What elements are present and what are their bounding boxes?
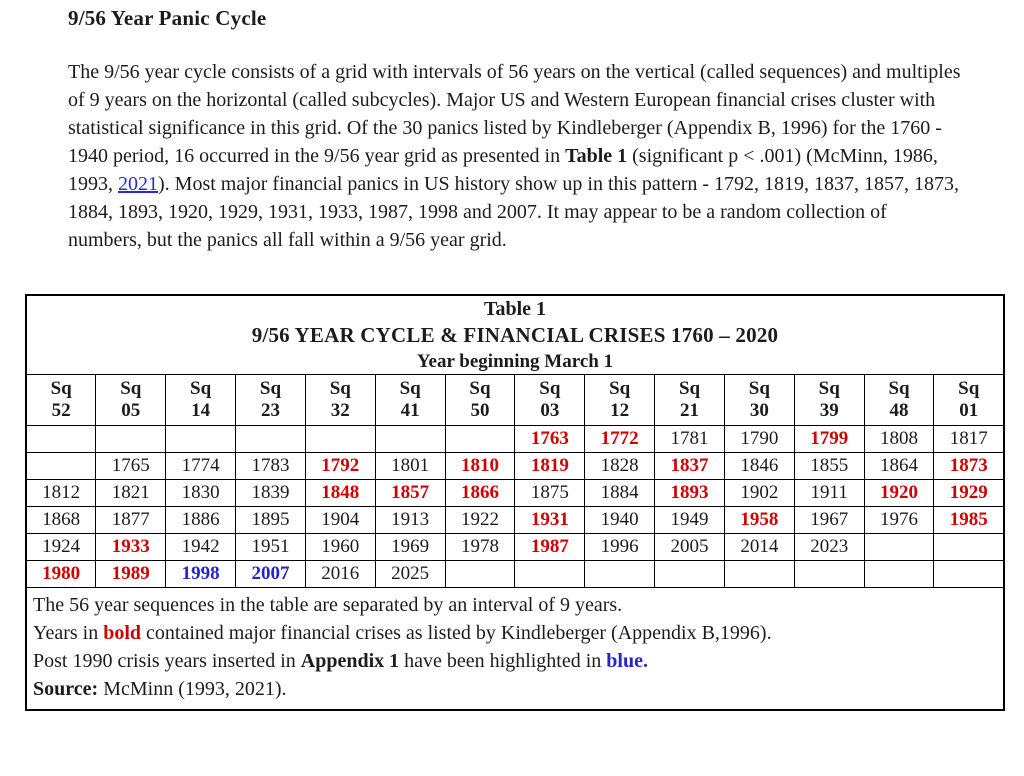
sq-label: Sq — [958, 378, 980, 399]
year-cell-1790: 1790 — [724, 426, 794, 453]
year-cell-1904: 1904 — [305, 507, 375, 534]
year-cell-1868: 1868 — [26, 507, 96, 534]
source-label: Source: — [33, 678, 99, 700]
year-cell-2023: 2023 — [794, 534, 864, 561]
year-row-5 — [26, 534, 1004, 561]
footnote-line-4 — [33, 675, 995, 703]
sq-number: 23 — [260, 400, 280, 421]
year-cell-1987: 1987 — [515, 534, 585, 561]
sq-label: Sq — [329, 378, 351, 399]
footnote-3-blue-word: blue. — [606, 650, 648, 672]
footnote-2-text-a: Years in — [33, 622, 104, 644]
empty-cell — [724, 561, 794, 588]
year-row-2 — [26, 453, 1004, 480]
year-cell-1978: 1978 — [445, 534, 515, 561]
appendix-1-reference: Appendix 1 — [300, 650, 400, 672]
year-cell-1837: 1837 — [655, 453, 725, 480]
year-cell-1958: 1958 — [724, 507, 794, 534]
empty-cell — [96, 426, 166, 453]
table-title-row — [26, 295, 1004, 375]
sq-label: Sq — [259, 378, 282, 399]
empty-cell — [236, 426, 306, 453]
empty-cell — [26, 426, 96, 453]
year-cell-1942: 1942 — [166, 534, 236, 561]
table-title-cell — [26, 295, 1004, 375]
year-cell-1920: 1920 — [864, 480, 934, 507]
year-cell-1976: 1976 — [864, 507, 934, 534]
footnote-2-bold-word: bold — [103, 622, 142, 644]
year-cell-1846: 1846 — [724, 453, 794, 480]
year-cell-2007: 2007 — [236, 561, 306, 588]
year-cell-1931: 1931 — [515, 507, 585, 534]
sq-number: 14 — [191, 400, 211, 421]
sq-number: 39 — [819, 400, 839, 421]
sq-number: 05 — [121, 400, 141, 421]
empty-cell — [445, 561, 515, 588]
year-cell-1821: 1821 — [96, 480, 166, 507]
empty-cell — [794, 561, 864, 588]
column-header-sq-12 — [585, 375, 655, 426]
year-row-6 — [26, 561, 1004, 588]
year-grid-body — [26, 426, 1004, 588]
sq-label: Sq — [190, 378, 212, 399]
table-1-container — [25, 294, 1005, 711]
year-cell-1895: 1895 — [236, 507, 306, 534]
empty-cell — [305, 426, 375, 453]
year-cell-2016: 2016 — [305, 561, 375, 588]
empty-cell — [375, 426, 445, 453]
column-header-sq-03 — [515, 375, 585, 426]
sq-number: 32 — [330, 400, 350, 421]
year-cell-1886: 1886 — [166, 507, 236, 534]
year-cell-1913: 1913 — [375, 507, 445, 534]
year-cell-1893: 1893 — [655, 480, 725, 507]
footnote-line-2 — [33, 619, 995, 647]
column-header-sq-48 — [864, 375, 934, 426]
year-cell-1772: 1772 — [585, 426, 655, 453]
year-cell-1985: 1985 — [934, 507, 1004, 534]
year-cell-1810: 1810 — [445, 453, 515, 480]
intro-text-run-2: (significant p < .001) (McMinn, 1986, 1993, — [68, 145, 938, 195]
footnote-2-text-b: contained major financial crises as listed by Kindleberger (Appendix B,1996). — [141, 622, 772, 644]
year-cell-1884: 1884 — [585, 480, 655, 507]
year-cell-1783: 1783 — [236, 453, 306, 480]
empty-cell — [864, 534, 934, 561]
intro-text-run-3: ). Most major financial panics in US history show up in this pattern - 1792, 1819, 1837, 1857, 1873, 1884, 1893, 1920, 1929, 1931, 1933, 1987, 1998 and 2007. It may appear to be a random collection of numbers, but the panics all fall within a 9/56 year grid. — [68, 173, 960, 251]
column-header-sq-30 — [724, 375, 794, 426]
column-header-sq-50 — [445, 375, 515, 426]
year-cell-1933: 1933 — [96, 534, 166, 561]
year-cell-1763: 1763 — [515, 426, 585, 453]
empty-cell — [515, 561, 585, 588]
column-header-sq-05 — [96, 375, 166, 426]
year-cell-1799: 1799 — [794, 426, 864, 453]
footnote-line-1 — [33, 591, 995, 619]
sq-label: Sq — [399, 378, 421, 399]
sq-number: 03 — [540, 400, 560, 421]
year-row-3 — [26, 480, 1004, 507]
sq-number: 21 — [680, 400, 700, 421]
year-cell-1866: 1866 — [445, 480, 515, 507]
column-header-sq-39 — [794, 375, 864, 426]
year-cell-1940: 1940 — [585, 507, 655, 534]
column-header-sq-41 — [375, 375, 445, 426]
document-page — [0, 6, 1024, 776]
sq-number: 52 — [51, 400, 71, 421]
footnote-3-text-a: Post 1990 crisis years inserted in — [33, 650, 301, 672]
table-header-row — [26, 375, 1004, 426]
intro-text-run-1: The 9/56 year cycle consists of a grid with intervals of 56 years on the vertical (called sequences) and multiples of 9 years on the horizontal (called subcycles). Major US and Western European financial crises cluster with statistical significance in this grid. Of the 30 panics listed by Kindleberger (Appendix B, 1996) for the 1760 - 1940 period, 16 occurred in the 9/56 year grid as presented in — [68, 61, 961, 167]
year-cell-2025: 2025 — [375, 561, 445, 588]
year-cell-1980: 1980 — [26, 561, 96, 588]
year-cell-2014: 2014 — [724, 534, 794, 561]
column-header-sq-01 — [934, 375, 1004, 426]
footnote-3-text-b: have been highlighted in — [399, 650, 607, 672]
sq-label: Sq — [609, 378, 631, 399]
sq-label: Sq — [748, 378, 770, 399]
year-cell-1951: 1951 — [236, 534, 306, 561]
year-cell-1875: 1875 — [515, 480, 585, 507]
year-cell-1848: 1848 — [305, 480, 375, 507]
sq-number: 01 — [959, 400, 979, 421]
year-cell-1864: 1864 — [864, 453, 934, 480]
year-cell-1819: 1819 — [515, 453, 585, 480]
sq-label: Sq — [50, 378, 72, 399]
table-1-reference: Table 1 — [565, 145, 628, 167]
column-header-sq-52 — [26, 375, 96, 426]
year-cell-1817: 1817 — [934, 426, 1004, 453]
year-cell-1902: 1902 — [724, 480, 794, 507]
empty-cell — [934, 534, 1004, 561]
column-header-sq-23 — [236, 375, 306, 426]
year-cell-1855: 1855 — [794, 453, 864, 480]
empty-cell — [166, 426, 236, 453]
sq-number: 41 — [400, 400, 420, 421]
year-cell-1830: 1830 — [166, 480, 236, 507]
year-cell-1998: 1998 — [166, 561, 236, 588]
sq-label: Sq — [120, 378, 142, 399]
year-cell-1808: 1808 — [864, 426, 934, 453]
year-row-1 — [26, 426, 1004, 453]
source-text: McMinn (1993, 2021). — [98, 678, 287, 700]
empty-cell — [655, 561, 725, 588]
footnote-line-3 — [33, 647, 995, 675]
column-header-sq-14 — [166, 375, 236, 426]
intro-paragraph — [68, 58, 964, 254]
sq-label: Sq — [888, 378, 910, 399]
sq-label: Sq — [678, 378, 701, 399]
empty-cell — [934, 561, 1004, 588]
table-footnote-row — [26, 588, 1004, 711]
year-cell-1989: 1989 — [96, 561, 166, 588]
year-cell-1949: 1949 — [655, 507, 725, 534]
page-title: 9/56 Year Panic Cycle — [68, 6, 267, 30]
year-cell-2005: 2005 — [655, 534, 725, 561]
sq-number: 48 — [889, 400, 909, 421]
year-cell-1792: 1792 — [305, 453, 375, 480]
table-number-label: Table 1 — [483, 298, 547, 320]
year-cell-1801: 1801 — [375, 453, 445, 480]
year-cell-1812: 1812 — [26, 480, 96, 507]
sq-number: 30 — [749, 400, 769, 421]
table-subtitle: Year beginning March 1 — [416, 351, 614, 372]
year-cell-1774: 1774 — [166, 453, 236, 480]
year-row-4 — [26, 507, 1004, 534]
empty-cell — [26, 453, 96, 480]
year-cell-1922: 1922 — [445, 507, 515, 534]
year-cell-1765: 1765 — [96, 453, 166, 480]
year-cell-1929: 1929 — [934, 480, 1004, 507]
empty-cell — [585, 561, 655, 588]
year-cell-1781: 1781 — [655, 426, 725, 453]
year-cell-1969: 1969 — [375, 534, 445, 561]
sq-label: Sq — [469, 378, 491, 399]
column-header-sq-32 — [305, 375, 375, 426]
year-cell-1967: 1967 — [794, 507, 864, 534]
sq-label: Sq — [539, 378, 561, 399]
table-main-title: 9/56 YEAR CYCLE & FINANCIAL CRISES 1760 – 2020 — [251, 323, 779, 347]
empty-cell — [864, 561, 934, 588]
year-cell-1924: 1924 — [26, 534, 96, 561]
year-cell-1877: 1877 — [96, 507, 166, 534]
year-cycle-table — [25, 294, 1005, 711]
year-cell-1960: 1960 — [305, 534, 375, 561]
sq-number: 50 — [470, 400, 490, 421]
year-cell-1857: 1857 — [375, 480, 445, 507]
footnote-1-text: The 56 year sequences in the table are separated by an interval of 9 years. — [33, 594, 623, 616]
sq-label: Sq — [818, 378, 840, 399]
sq-number: 12 — [610, 400, 630, 421]
column-header-sq-21 — [655, 375, 725, 426]
year-cell-1839: 1839 — [236, 480, 306, 507]
citation-link-2021[interactable]: 2021 — [118, 173, 158, 195]
year-cell-1873: 1873 — [934, 453, 1004, 480]
year-cell-1996: 1996 — [585, 534, 655, 561]
empty-cell — [445, 426, 515, 453]
table-footnote-cell — [26, 588, 1004, 711]
year-cell-1911: 1911 — [794, 480, 864, 507]
year-cell-1828: 1828 — [585, 453, 655, 480]
